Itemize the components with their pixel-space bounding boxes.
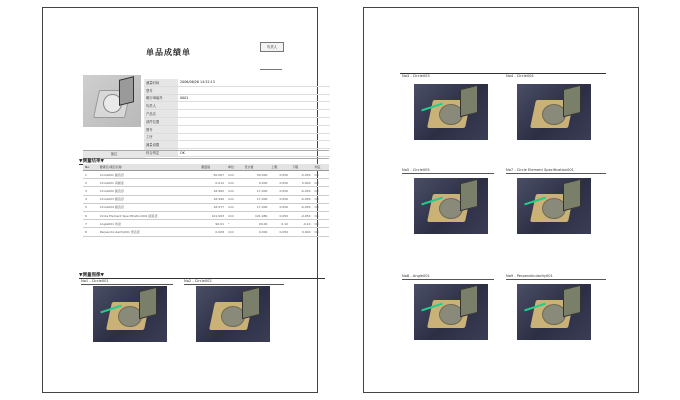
table-cell: 0.050: [269, 179, 290, 187]
info-row: [144, 117, 330, 125]
results-column-header: 单位: [226, 164, 242, 171]
signature-box: 负责人: [260, 42, 284, 52]
table-cell: -0.10: [290, 220, 312, 228]
table-cell: 16.977: [199, 203, 226, 211]
image-caption: No9 - Perpendicularity001: [506, 274, 553, 278]
table-cell: 0.000: [290, 228, 312, 236]
measurement-image: [93, 286, 167, 342]
table-cell: mm: [226, 211, 242, 219]
results-column-header: 下限: [290, 164, 312, 171]
table-cell: mm: [226, 187, 242, 195]
info-label: 型号: [144, 86, 178, 94]
table-cell: 2: [83, 179, 98, 187]
results-column-header: 设计值: [242, 164, 269, 171]
info-label: 产品名: [144, 110, 178, 118]
info-label: 综合判定: [144, 149, 178, 157]
info-value: [178, 102, 330, 110]
table-cell: Perpendicularity001 垂直度: [98, 228, 199, 236]
measurement-image: [414, 284, 488, 340]
measurement-image: [517, 178, 591, 234]
table-cell: Circle Element Specification001 圆直径: [98, 211, 199, 219]
info-row: [144, 79, 330, 86]
info-value: 2006/06/26 14:52:13: [178, 79, 330, 86]
image-caption: No3 - Circle003: [402, 74, 430, 78]
table-cell: 0.050: [269, 195, 290, 203]
measurement-image: [517, 84, 591, 140]
table-cell: -0.050: [290, 171, 312, 179]
results-table: [83, 164, 329, 237]
table-cell: Circle001 圆直径: [98, 171, 199, 179]
report-page-2: [363, 7, 639, 393]
table-cell: 0.050: [269, 203, 290, 211]
info-label: 工序: [144, 133, 178, 141]
table-row: [83, 187, 329, 195]
table-row: [83, 203, 329, 211]
table-cell: OK: [313, 220, 330, 228]
table-cell: mm: [226, 179, 242, 187]
caption-underline: [506, 279, 606, 280]
table-cell: mm: [226, 228, 242, 236]
info-table: [144, 79, 330, 157]
table-cell: 0.050: [269, 171, 290, 179]
table-cell: Circle002 圆直径: [98, 187, 199, 195]
table-cell: 8: [83, 228, 98, 236]
remark-row: [83, 150, 329, 159]
table-cell: mm: [226, 195, 242, 203]
info-row: [144, 102, 330, 110]
table-cell: 0.050: [269, 228, 290, 236]
table-cell: 6: [83, 211, 98, 219]
table-cell: OK: [313, 211, 330, 219]
table-cell: -0.050: [290, 195, 312, 203]
table-cell: -0.050: [290, 211, 312, 219]
image-caption: No4 - Circle004: [506, 74, 534, 78]
info-label: 图号: [144, 125, 178, 133]
part-photo: [83, 75, 141, 127]
table-cell: 0.050: [269, 211, 290, 219]
results-column-header: No.: [83, 164, 98, 171]
table-cell: 90.01: [199, 220, 226, 228]
table-cell: 101.980: [242, 211, 269, 219]
table-cell: Circle004 圆直径: [98, 203, 199, 211]
measurement-image: [414, 84, 488, 140]
info-value: [178, 117, 330, 125]
table-cell: mm: [226, 203, 242, 211]
table-cell: 16.990: [199, 195, 226, 203]
results-column-header: 上限: [269, 164, 290, 171]
caption-underline: [184, 284, 284, 285]
info-label: 测量时间: [144, 79, 178, 86]
results-column-header: 判定: [313, 164, 330, 171]
table-cell: 50.067: [199, 171, 226, 179]
page2-divider: [400, 73, 606, 74]
table-cell: 17.000: [242, 203, 269, 211]
table-cell: Angle001 角度: [98, 220, 199, 228]
table-cell: Circle003 圆直径: [98, 195, 199, 203]
info-value: [178, 133, 330, 141]
measurement-image: [196, 286, 270, 342]
table-cell: OK: [313, 195, 330, 203]
table-cell: 5: [83, 203, 98, 211]
image-caption: No1 - Circle001: [81, 279, 109, 283]
table-cell: 17.000: [242, 195, 269, 203]
measurement-image: [414, 178, 488, 234]
table-cell: OK: [313, 228, 330, 236]
table-cell: 4: [83, 195, 98, 203]
info-value: 0001: [178, 94, 330, 102]
image-caption: No5 - Circle005: [402, 168, 430, 172]
info-value: [178, 125, 330, 133]
info-row: [144, 133, 330, 141]
info-value: OK: [178, 149, 330, 157]
table-cell: OK: [313, 187, 330, 195]
table-cell: -0.050: [290, 203, 312, 211]
caption-underline: [81, 284, 173, 285]
table-cell: OK: [313, 203, 330, 211]
table-cell: 16.962: [199, 187, 226, 195]
table-cell: 0.000: [242, 179, 269, 187]
table-cell: 50.000: [242, 171, 269, 179]
info-label: 部件位置: [144, 117, 178, 125]
table-cell: 17.000: [242, 187, 269, 195]
results-column-header: 测量值: [199, 164, 226, 171]
info-row: [144, 110, 330, 118]
table-row: [83, 220, 329, 228]
table-row: [83, 211, 329, 219]
table-cell: 0.000: [242, 228, 269, 236]
info-row: [144, 86, 330, 94]
table-row: [83, 179, 329, 187]
table-row: [83, 171, 329, 179]
table-row: [83, 228, 329, 236]
table-cell: 0.008: [199, 228, 226, 236]
caption-underline: [402, 173, 494, 174]
table-cell: °: [226, 220, 242, 228]
info-value: [178, 110, 330, 118]
table-cell: 1: [83, 171, 98, 179]
table-cell: OK: [313, 171, 330, 179]
signature-line: [260, 69, 282, 70]
table-cell: 0.012: [199, 179, 226, 187]
results-heading: ▼测量结果▼: [79, 159, 104, 164]
table-cell: 7: [83, 220, 98, 228]
info-row: [144, 141, 330, 149]
info-label: 测量设置: [144, 141, 178, 149]
table-cell: 0.050: [269, 187, 290, 195]
table-cell: Circle001 真圆度: [98, 179, 199, 187]
report-title: 单品成绩单: [146, 48, 191, 57]
info-label: 刷行ID编号: [144, 94, 178, 102]
table-cell: -0.050: [290, 187, 312, 195]
measurement-image: [517, 284, 591, 340]
info-label: 负责人: [144, 102, 178, 110]
info-value: [178, 86, 330, 94]
report-page-1: [42, 7, 321, 393]
table-cell: 0.000: [290, 179, 312, 187]
images-heading: ▼测量图像▼: [79, 273, 104, 278]
table-cell: 90.00: [242, 220, 269, 228]
image-caption: No8 - Angle001: [402, 274, 430, 278]
table-cell: OK: [313, 179, 330, 187]
caption-underline: [402, 279, 494, 280]
table-cell: 3: [83, 187, 98, 195]
table-row: [83, 195, 329, 203]
image-caption: No2 - Circle002: [184, 279, 212, 283]
table-cell: mm: [226, 171, 242, 179]
image-caption: No7 - Circle Element Specification001: [506, 168, 574, 172]
results-column-header: 要素名/项目名称: [98, 164, 199, 171]
table-cell: 101.963: [199, 211, 226, 219]
caption-underline: [506, 173, 606, 174]
remark-label: 备注: [83, 151, 145, 158]
table-cell: 0.10: [269, 220, 290, 228]
info-row: [144, 125, 330, 133]
info-value: [178, 141, 330, 149]
info-row: [144, 94, 330, 102]
